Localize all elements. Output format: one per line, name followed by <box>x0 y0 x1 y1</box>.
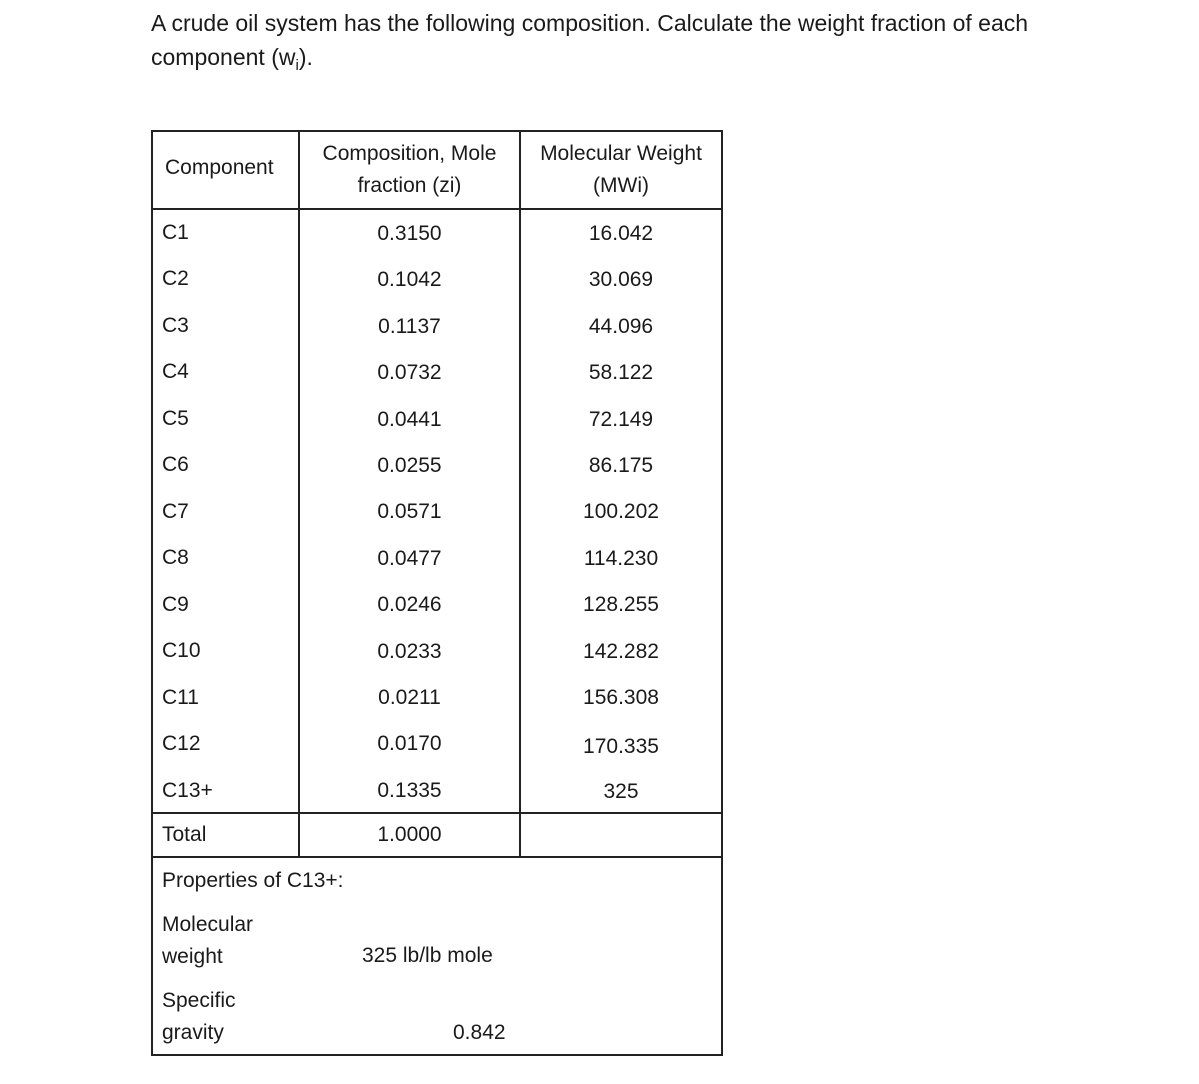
problem-statement <box>151 6 1111 83</box>
specific-gravity-label-line2: gravity <box>162 1021 224 1044</box>
component-cell: C3 <box>162 314 189 337</box>
total-top-divider <box>153 812 721 814</box>
mole-fraction-cell: 0.1335 <box>377 779 442 802</box>
component-cell: C8 <box>162 546 189 569</box>
molecular-weight-cell: 58.122 <box>588 361 654 384</box>
header-mw-line1: Molecular Weight <box>540 142 702 165</box>
composition-table <box>151 130 723 1056</box>
total-mole-fraction: 1.0000 <box>377 823 442 846</box>
mole-fraction-cell: 0.0571 <box>377 500 442 523</box>
molecular-weight-label-line2: weight <box>162 945 223 968</box>
molecular-weight-cell: 325 <box>603 780 639 803</box>
total-bottom-divider <box>153 856 721 858</box>
molecular-weight-cell: 100.202 <box>583 500 659 523</box>
header-mw-line2: (MWi) <box>593 174 649 197</box>
mole-fraction-cell: 0.0477 <box>377 547 442 570</box>
properties-title: Properties of C13+: <box>162 869 344 892</box>
mole-fraction-cell: 0.0732 <box>377 361 442 384</box>
component-cell: C11 <box>162 686 199 709</box>
molecular-weight-value: 325 lb/lb mole <box>362 944 493 967</box>
molecular-weight-cell: 114.230 <box>583 547 659 570</box>
mole-fraction-cell: 0.0255 <box>377 454 442 477</box>
mole-fraction-cell: 0.0211 <box>378 686 441 709</box>
molecular-weight-cell: 156.308 <box>583 686 659 709</box>
problem-text: A crude oil system has the following composition. Calculate the weight fraction of each component (w <box>151 10 1029 70</box>
problem-text-end: ). <box>298 44 313 70</box>
component-cell: C4 <box>162 360 189 383</box>
component-cell: C7 <box>162 500 189 523</box>
mole-fraction-cell: 0.0233 <box>377 640 442 663</box>
mole-fraction-cell: 0.1042 <box>377 268 442 291</box>
molecular-weight-cell: 142.282 <box>583 640 659 663</box>
mole-fraction-cell: 0.0170 <box>377 732 442 755</box>
problem-subscript: i <box>295 57 299 74</box>
molecular-weight-label-line1: Molecular <box>162 913 254 936</box>
header-mole-fraction-line1: Composition, Mole <box>322 142 497 165</box>
header-molecular-weight <box>521 138 721 202</box>
mole-fraction-cell: 0.3150 <box>377 222 442 245</box>
molecular-weight-cell: 128.255 <box>583 593 659 616</box>
molecular-weight-cell: 16.042 <box>588 222 654 245</box>
molecular-weight-label <box>162 909 253 973</box>
mole-fraction-cell: 0.1137 <box>378 315 441 338</box>
component-cell: C9 <box>162 593 189 616</box>
mole-fraction-cell: 0.0246 <box>377 593 442 616</box>
molecular-weight-cell: 72.149 <box>588 408 654 431</box>
header-mole-fraction <box>300 138 519 202</box>
header-divider <box>153 208 721 210</box>
component-cell: C6 <box>162 453 189 476</box>
specific-gravity-label <box>162 985 236 1049</box>
total-label: Total <box>162 823 207 846</box>
component-cell: C12 <box>162 732 201 755</box>
molecular-weight-cell: 170.335 <box>583 735 659 758</box>
specific-gravity-label-line1: Specific <box>162 989 236 1012</box>
molecular-weight-cell: 86.175 <box>588 454 654 477</box>
component-cell: C1 <box>162 221 189 244</box>
molecular-weight-cell: 44.096 <box>588 315 654 338</box>
component-cell: C13+ <box>162 779 213 802</box>
component-cell: C5 <box>162 407 189 430</box>
molecular-weight-cell: 30.069 <box>588 268 654 291</box>
header-component: Component <box>165 156 274 179</box>
specific-gravity-value: 0.842 <box>453 1021 506 1044</box>
component-cell: C2 <box>162 267 189 290</box>
component-cell: C10 <box>162 639 201 662</box>
mole-fraction-cell: 0.0441 <box>377 408 442 431</box>
header-mole-fraction-line2: fraction (zi) <box>357 174 462 197</box>
